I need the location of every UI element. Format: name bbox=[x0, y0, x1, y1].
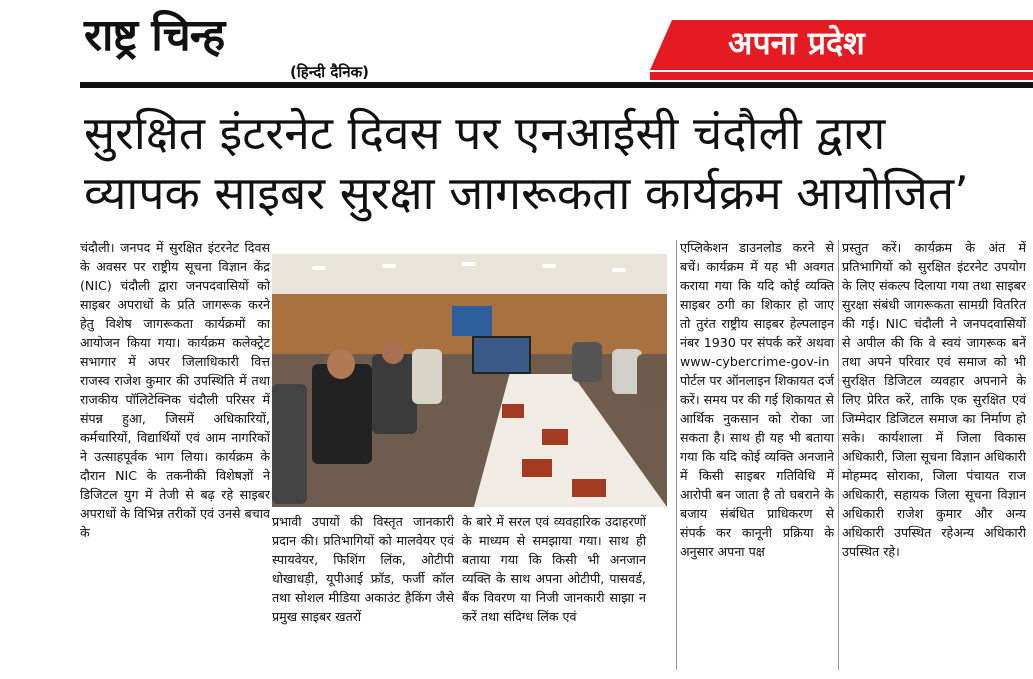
section-rule bbox=[650, 72, 1033, 80]
headline-line-1: सुरक्षित इंटरनेट दिवस पर एनआईसी चंदौली द्वारा bbox=[84, 106, 886, 160]
headline bbox=[84, 104, 1024, 224]
article-column-4: एप्लिकेशन डाउनलोड करने से बचें। कार्यक्रम में यह भी अवगत कराया गया कि यदि कोई व्यक्ति साइबर ठगी का शिकार हो जाए तो तुरंत राष्ट्रीय साइबर हेल्पलाइन नंबर 1930 पर संपर्क करें अथवा www-cybercrime-gov-in पोर्टल पर ऑनलाइन शिकायत दर्ज करें। समय पर की गई शिकायत से आर्थिक नुकसान को रोका जा सकता है। साथ ही यह भी बताया गया कि यदि कोई व्यक्ति अनजाने में किसी साइबर गतिविधि में आरोपी बन जाता है तो घबराने के बजाय संबंधित प्राधिकरण से संपर्क कर कानूनी प्रक्रिया के अनुसार अपना पक्ष bbox=[680, 240, 834, 559]
article-column-5: प्रस्तुत करें। कार्यक्रम के अंत में प्रतिभागियों को सुरक्षित इंटरनेट उपयोग के लिए संकल्प दिलाया गया तथा साइबर सुरक्षा संबंधी जागरूकता सामग्री वितरित की गई। NIC चंदौली ने जनपदवासियों से अपील की कि वे स्वयं जागरूक बनें तथा अपने परिवार एवं समाज को भी सुरक्षित डिजिटल व्यवहार अपनाने के लिए प्रेरित करें, ताकि एक सुरक्षित एवं जिम्मेदार डिजिटल समाज का निर्माण हो सके। कार्यशाला में जिला विकास अधिकारी, जिला सूचना विज्ञान अधिकारी मोहम्मद सोराका, जिला पंचायत राज अधिकारी, सहायक जिला सूचना विज्ञान अधिकारी राजेश कुमार और अन्य अधिकारी उपस्थित रहेअन्य अधिकारी उपस्थित रहे। bbox=[842, 240, 1026, 559]
article-column-1: चंदौली। जनपद में सुरक्षित इंटरनेट दिवस के अवसर पर राष्ट्रीय सूचना विज्ञान केंद्र (NIC) चंदौली द्वारा जनपदवासियों को साइबर अपराधों के प्रति जागरूक करने हेतु विशेष जागरूकता कार्यक्रमों का आयोजन किया गया। कार्यक्रम कलेक्ट्रेट सभागार में अपर जिलाधिकारी वित्त राजस्व राजेश कुमार की उपस्थिति में तथा राजकीय पॉलिटेक्निक चंदौली परिसर में संपन्न हुआ, जिसमें अधिकारियों, कर्मचारियों, विद्यार्थियों एवं आम नागरिकों ने उत्साहपूर्वक भाग लिया। कार्यक्रम के दौरान NIC के तकनीकी विशेषज्ञों ने डिजिटल युग में तेजी से बढ़ रहे साइबर अपराधों के विभिन्न तरीकों एवं उनसे बचाव के bbox=[80, 240, 270, 540]
banner-icon bbox=[452, 306, 492, 336]
screen-icon bbox=[472, 336, 531, 374]
headline-line-2: व्यापक साइबर सुरक्षा जागरूकता कार्यक्रम आयोजित’ bbox=[84, 166, 969, 220]
column-divider bbox=[838, 240, 839, 670]
section-label: अपना प्रदेश bbox=[728, 24, 865, 62]
meeting-hall-photo bbox=[272, 254, 667, 507]
article-column-3: के बारे में सरल एवं व्यवहारिक उदाहरणों के माध्यम से समझाया गया। साथ ही बताया गया कि किसी भी अनजान व्यक्ति के साथ अपना ओटीपी, पासवर्ड, बैंक विवरण या निजी जानकारी साझा न करें तथा संदिग्ध लिंक एवं bbox=[462, 514, 646, 624]
newspaper-tagline: (हिन्दी दैनिक) bbox=[290, 63, 369, 81]
column-divider bbox=[676, 240, 677, 670]
masthead bbox=[0, 0, 1033, 92]
section-banner bbox=[650, 20, 1033, 70]
masthead-rule bbox=[80, 82, 1033, 88]
newspaper-name: राष्ट्र चिन्ह bbox=[84, 10, 225, 61]
article-column-2: प्रभावी उपायों की विस्तृत जानकारी प्रदान की। प्रतिभागियों को मालवेयर एवं स्पायवेयर, फिशिंग लिंक, ओटीपी धोखाधड़ी, यूपीआई फ्रॉड, फर्जी कॉल तथा सोशल मीडिया अकाउंट हैकिंग जैसे प्रमुख साइबर खतरों bbox=[272, 514, 454, 624]
